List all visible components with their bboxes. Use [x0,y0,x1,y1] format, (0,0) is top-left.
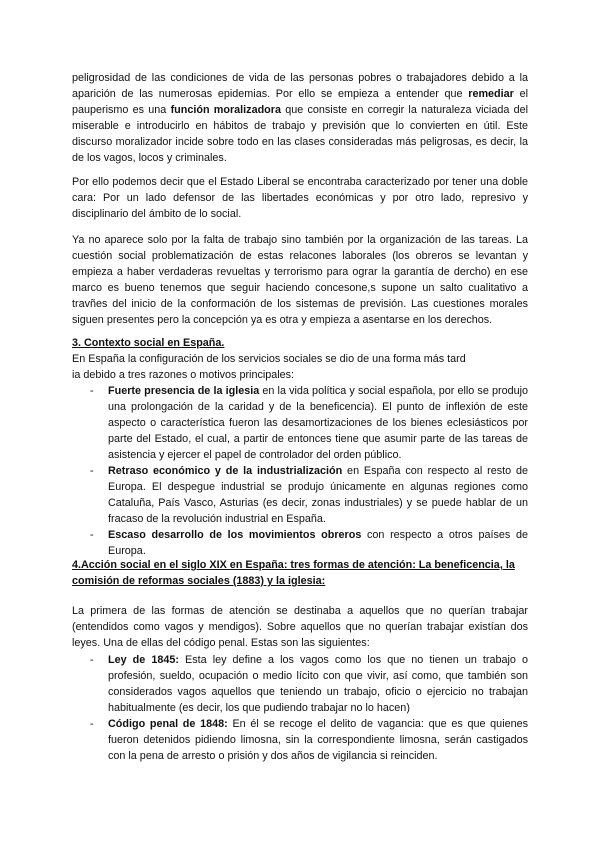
section-3-list [90,383,528,559]
paragraph-cuestion-social: Ya no aparece solo por la falta de trabajo sino también por la organización de las tareas. La cuestión social problematización de estas relacones laborales (los obreros se levantan y empieza a haber verdaderas revueltas y terrorismo para ograr la garantía de dercho) en ese marco es bueno tenemos que seguir haciendo concesone,s supone un salto cualitativo a travñes del inicio de la conformación de los sistemas de previsión. Las cuestiones morales siguen presentes pero la concepción ya es otra y empieza a asentarse en los derechos. [72,234,528,326]
bold-remediar: remediar [468,88,514,100]
list-item: - Retraso económico y de la industrialización en España con respecto al resto de Europa. El despegue industrial se produjo únicamente en algunas regiones como Cataluña, País Vasco, Asturias (es decir, zonas industriales) y se puede hablar de un fracaso de la revolución industrial en España. [90,463,528,527]
section-4-heading: 4.Acción social en el siglo XIX en España: tres formas de atención: La beneficencia, la comisión de reformas sociales (1883) y la iglesia: [72,559,515,587]
section-3-intro: En España la configuración de los servicios sociales se dio de una forma más tard ia debido a tres razones o motivos principales: [72,353,466,381]
section-4-list [90,652,528,764]
section-3-heading: 3. Contexto social en España. [72,337,225,349]
paragraph-pauperismo: peligrosidad de las condiciones de vida de las personas pobres o trabajadores debido a la aparición de las numerosas epidemias. Por ello se empieza a entender que remediar el pauperismo es una función moralizadora que consiste en corregir la naturaleza viciada del miserable e introducirlo en hábitos de trabajo y previsión que lo convierten en útil. Este discurso moralizador incide sobre todo en las clases consideradas más peligrosas, es decir, la de los vagos, locos y criminales. [72,72,528,164]
paragraph-estado-liberal: Por ello podemos decir que el Estado Liberal se encontraba caracterizado por tener una doble cara: Por un lado defensor de las libertades económicas y por otro lado, represivo y disciplinario del ámbito de lo social. [72,176,528,220]
list-item: - Fuerte presencia de la iglesia en la vida política y social española, por ello se produjo una prolongación de la caridad y de la beneficencia). El punto de inflexión de este aspecto o característica fueron las desamortizaciones de los bienes eclesiásticos por parte del Estado, el cual, a partir de entonces tiene que asumir parte de las tareas de asistencia y ejercer el papel de controlador del orden público. [90,383,528,463]
list-item: - Escaso desarrollo de los movimientos obreros con respecto a otros países de Europa. [90,527,528,559]
bold-funcion-moralizadora: función moralizadora [170,104,281,116]
list-item: - Código penal de 1848: En él se recoge el delito de vagancia: que es que quienes fueron detenidos pidiendo limosna, sin la correspondiente limosna, serán castigados con la pena de arresto o prisión y dos años de vigilancia si reinciden. [90,716,528,764]
section-4-intro: La primera de las formas de atención se destinaba a aquellos que no querían trabajar (entendidos como vagos y mendigos). Sobre aquellos que no querían trabajar existían dos leyes. Una de ellas del código penal. Estas son las siguientes: [72,605,528,649]
list-item: - Ley de 1845: Esta ley define a los vagos como los que no tienen un trabajo o profesión, sueldo, ocupación o medio lícito con que vivir, así como, que también son considerados vagos aquellos que teniendo un trabajo, oficio o ejercicio no trabajan habitualmente (es decir, los que pudiendo trabajar no lo hacen) [90,652,528,716]
